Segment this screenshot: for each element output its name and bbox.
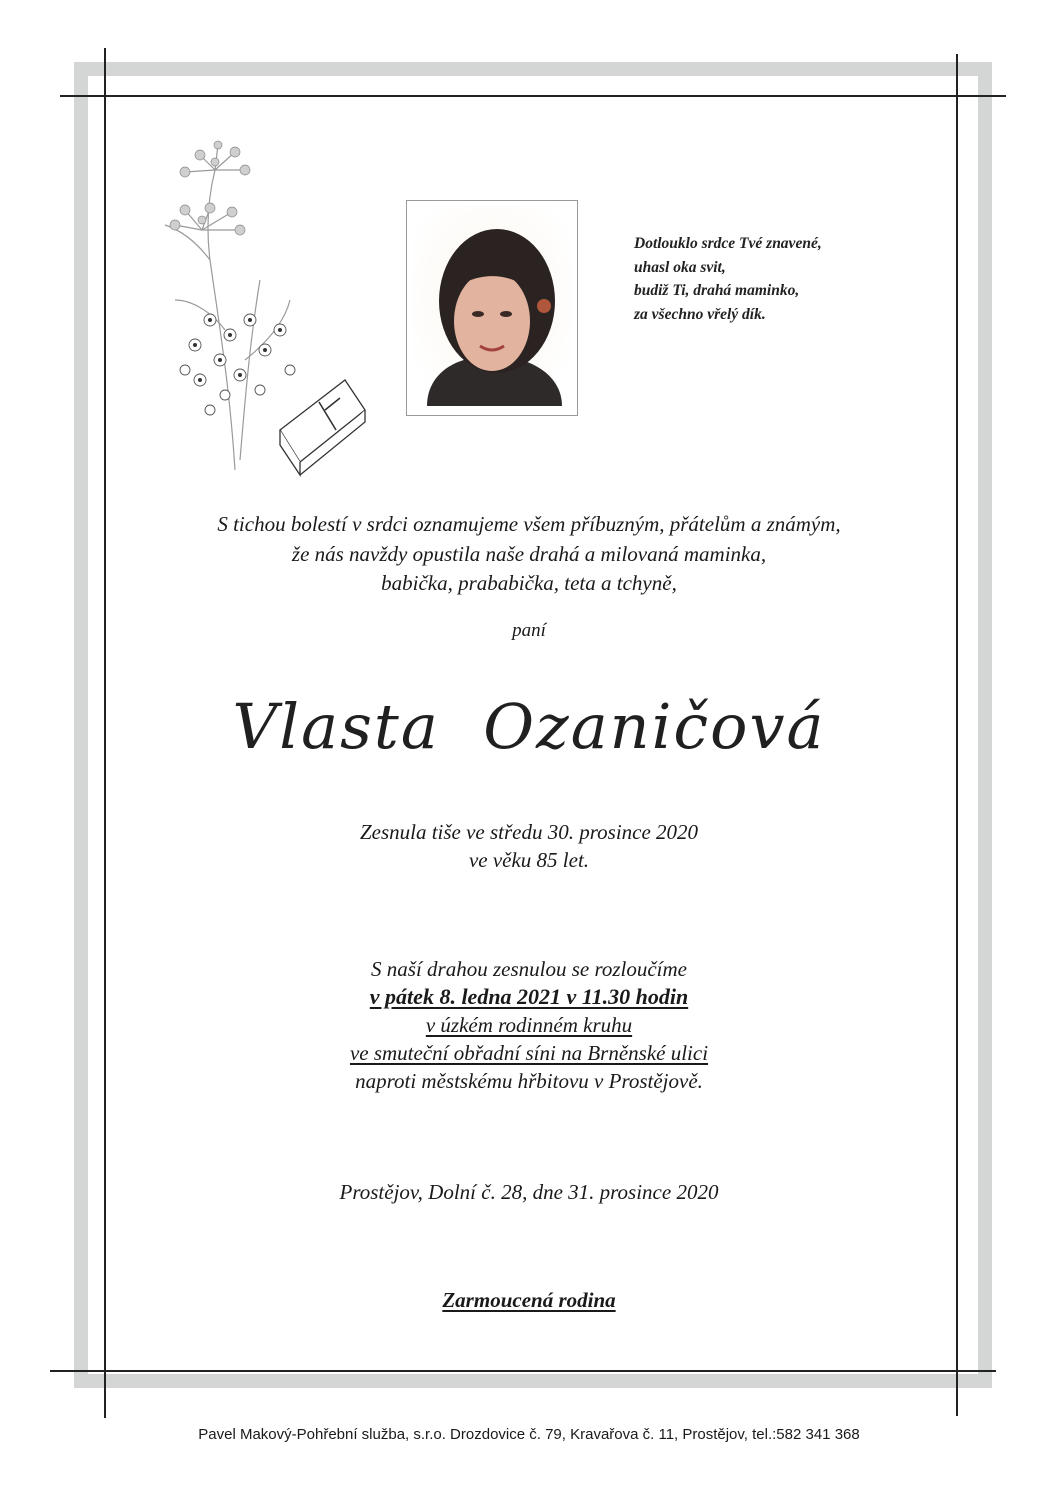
ceremony-info (0, 955, 1058, 1095)
poem (634, 232, 954, 326)
poem-line: Dotlouklo srdce Tvé znavené, (634, 235, 822, 252)
ceremony-location: naproti městskému hřbitovu v Prostějově. (355, 1069, 703, 1093)
ceremony-intro: S naší drahou zesnulou se rozloučíme (371, 957, 687, 981)
poem-line: za všechno vřelý dík. (634, 305, 766, 323)
announcement-line: že nás navždy opustila naše drahá a milovaná maminka, (291, 541, 767, 566)
rule-bottom (50, 1370, 996, 1372)
death-date: Zesnula tiše ve středu 30. prosince 2020 (359, 820, 699, 844)
announcement-line: S tichou bolestí v srdci oznamujeme všem příbuzným, přátelům a známým, (217, 512, 841, 536)
honorific: paní (512, 620, 546, 641)
ceremony-datetime: v pátek 8. ledna 2021 v 11.30 hodin (369, 984, 689, 1009)
announcement (0, 510, 1058, 599)
poem-line: uhasl oka svit, (634, 258, 726, 276)
deceased-name: Vlasta Ozaničová (232, 690, 826, 763)
footer-funeral-service: Pavel Makový-Pohřební služba, s.r.o. Drozdovice č. 79, Kravařova č. 11, Prostějov, tel.:582 341 368 (198, 1426, 860, 1443)
portrait-photo (406, 200, 578, 416)
death-age: ve věku 85 let. (468, 848, 590, 872)
portrait-image (412, 206, 572, 410)
flowers-bible-illustration (140, 130, 380, 490)
rule-top (60, 95, 1006, 97)
ceremony-circle: v úzkém rodinném kruhu (425, 1013, 633, 1037)
signature: Zarmoucená rodina (442, 1288, 616, 1312)
poem-line: budiž Ti, drahá maminko, (634, 282, 800, 299)
ceremony-venue: ve smuteční obřadní síni na Brněnské ulici (349, 1041, 709, 1065)
place-date: Prostějov, Dolní č. 28, dne 31. prosince 2020 (339, 1180, 719, 1204)
death-info (0, 818, 1058, 874)
announcement-line: babička, prababička, teta a tchyně, (381, 571, 677, 595)
